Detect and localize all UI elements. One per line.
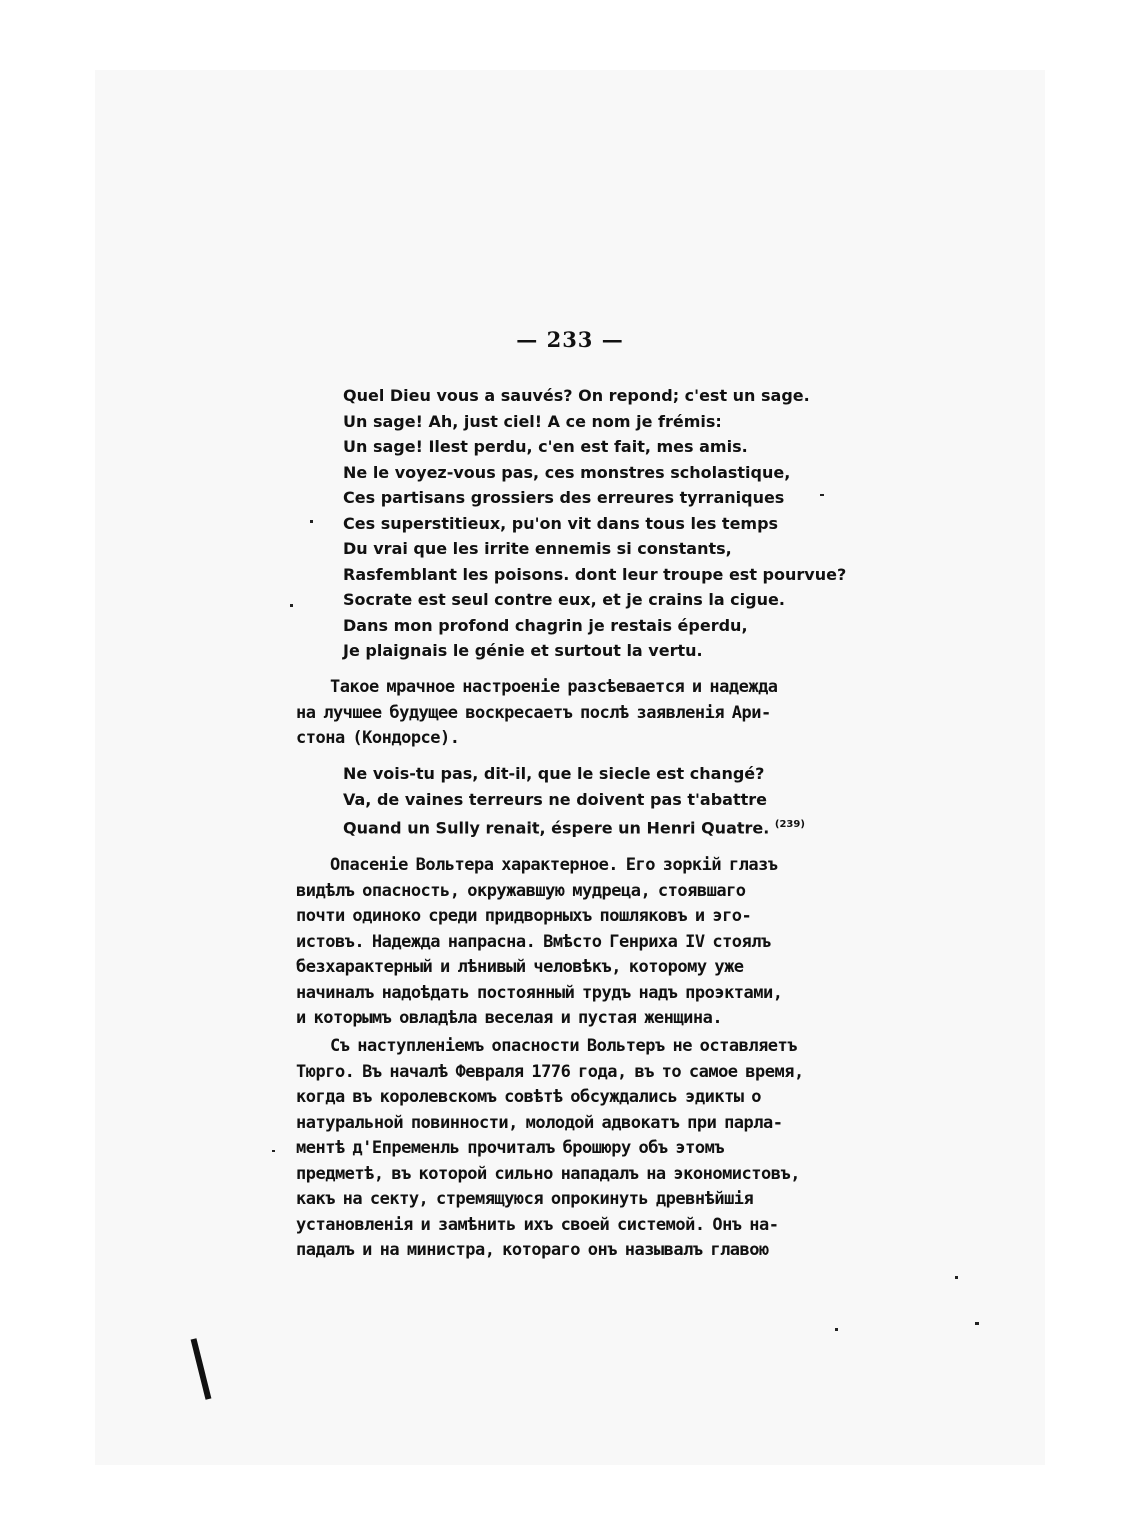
verse-line: Rasfemblant les poisons. dont leur troupe est pourvue? [343, 564, 847, 584]
paragraph-line: Тюрго. Въ началѣ Февраля 1776 года, въ то самое время, [296, 1061, 804, 1082]
paragraph-line: Опасеніе Вольтера характерное. Его зоркій глазъ [330, 855, 778, 875]
verse-line: Quel Dieu vous a sauvés? On repond; c'est un sage. [343, 386, 810, 405]
paragraph-line: ментѣ д'Епременль прочиталъ брошюру объ этомъ [296, 1138, 725, 1158]
paragraph-line: начиналъ надоѣдать постоянный трудъ надъ проэктами, [296, 982, 783, 1003]
page-number: — 233 — [516, 327, 624, 352]
verse-line: Je plaignais le génie et surtout la vertu. [343, 641, 703, 660]
verse-line-text: Quand un Sully renait, éspere un Henri Quatre. [343, 818, 770, 838]
verse-block-1 [343, 383, 846, 664]
paragraph-line: Съ наступленіемъ опасности Вольтеръ не оставляетъ [330, 1036, 798, 1056]
verse-line: Un sage! Ilest perdu, c'en est fait, mes amis. [343, 437, 748, 456]
paragraph-line: и которымъ овладѣла веселая и пустая женщина. [296, 1008, 723, 1028]
verse-line: Du vrai que les irrite ennemis si constants, [343, 539, 732, 558]
paragraph-line: какъ на секту, стремящуюся опрокинуть древнѣйшія [296, 1189, 754, 1209]
paragraph-line: истовъ. Надежда напрасна. Вмѣсто Генриха IV стоялъ [296, 931, 771, 952]
scan-speck [835, 1328, 838, 1331]
paragraph-line: натуральной повинности, молодой адвокатъ при парла- [296, 1112, 783, 1133]
verse-line: Va, de vaines terreurs ne doivent pas t'abattre [343, 789, 767, 809]
paragraph-line: безхарактерный и лѣнивый человѣкъ, которому уже [296, 957, 744, 977]
scan-speck [820, 494, 824, 496]
paragraph-line: на лучшее будущее воскресаетъ послѣ заявленія Ари- [296, 702, 771, 723]
verse-line: Ne le voyez-vous pas, ces monstres scholastique, [343, 462, 791, 482]
paragraph-line: когда въ королевскомъ совѣтѣ обсуждались эдикты о [296, 1087, 762, 1107]
verse-line: Ces superstitieux, pu'on vit dans tous les temps [343, 513, 779, 533]
verse-line: Socrate est seul contre eux, et je crains la cigue. [343, 590, 785, 609]
verse-line: Ne vois-tu pas, dit-il, que le siecle est changé? [343, 764, 765, 783]
scan-speck [290, 604, 293, 607]
verse-line: Dans mon profond chagrin je restais éperdu, [343, 615, 748, 635]
scan-speck [272, 1150, 275, 1152]
paragraph-line: Такое мрачное настроеніе разсѣевается и надежда [330, 677, 778, 697]
paragraph-line: установленія и замѣнить ихъ своей системой. Онъ на- [296, 1214, 779, 1235]
verse-block-2 [343, 761, 805, 841]
verse-line [343, 812, 805, 841]
paragraph-2 [296, 853, 846, 1032]
scan-speck [975, 1322, 979, 1325]
footnote-reference: (239) [774, 819, 805, 830]
paragraph-line: падалъ и на министра, котораго онъ называлъ главою [296, 1240, 769, 1260]
scan-speck [310, 520, 313, 523]
paragraph-line: предметѣ, въ которой сильно нападалъ на экономистовъ, [296, 1163, 800, 1184]
paragraph-line: видѣлъ опасность, окружавшую мудреца, стоявшаго [296, 880, 746, 901]
paragraph-line: стона (Кондорсе). [296, 728, 460, 748]
paragraph-line: почти одиноко среди придворныхъ пошляковъ и эго- [296, 906, 752, 926]
verse-line: Ces partisans grossiers des erreures tyrraniques [343, 488, 785, 507]
scan-speck [955, 1276, 958, 1279]
paragraph-3 [296, 1034, 846, 1264]
verse-line: Un sage! Ah, just ciel! A ce nom je frémis: [343, 411, 722, 431]
paragraph-1 [296, 675, 846, 752]
